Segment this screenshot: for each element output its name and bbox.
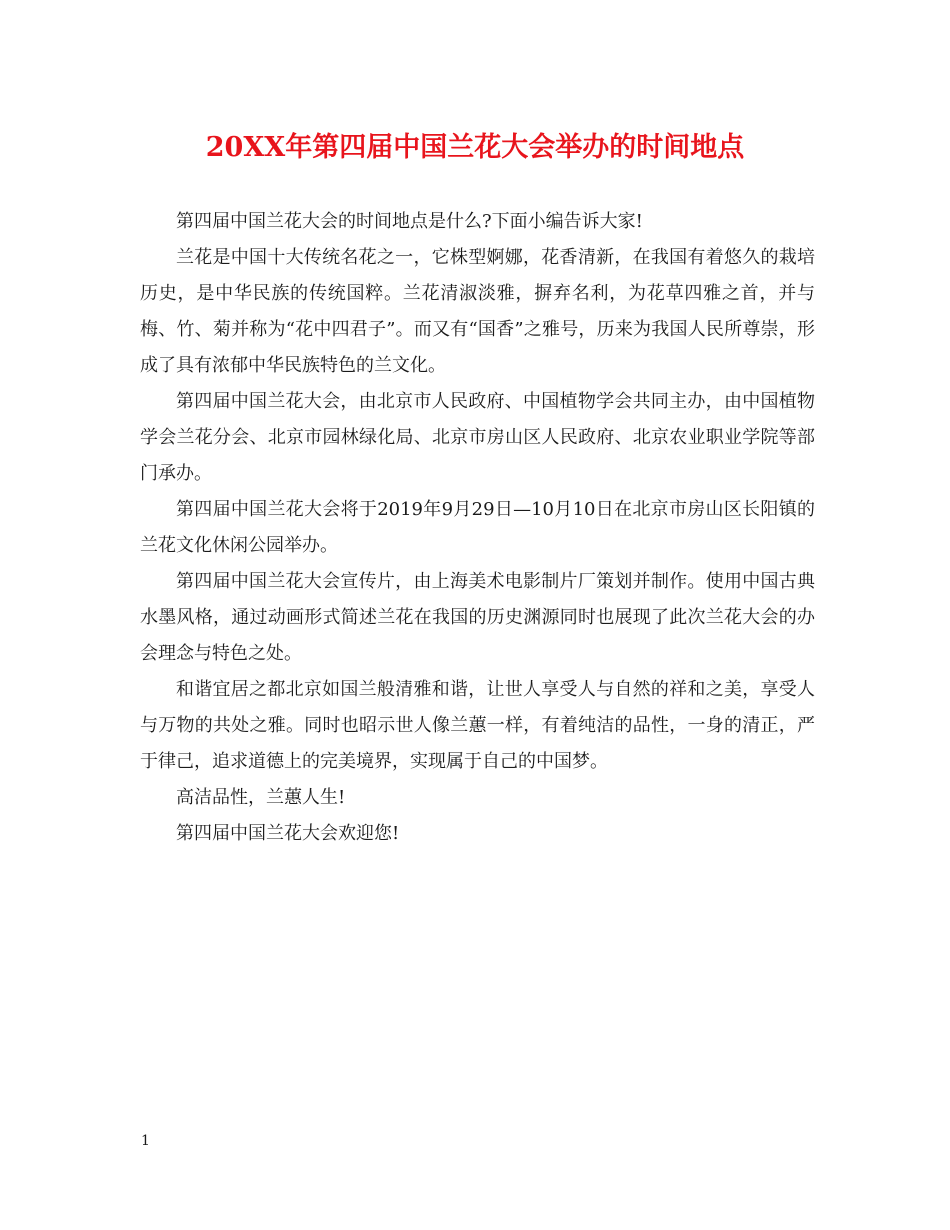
paragraph-time-place: 第四届中国兰花大会将于2019年9月29日—10月10日在北京市房山区长阳镇的兰花文化休闲公园举办。 <box>140 499 815 556</box>
paragraph-orchid-culture: 兰花是中国十大传统名花之一，它株型婀娜，花香清新，在我国有着悠久的栽培历史，是中华民族的传统国粹。兰花清淑淡雅，摒弃名利，为花草四雅之首，并与梅、竹、菊并称为“花中四君子”。而又有“国香”之雅号，历来为我国人民所尊崇，形成了具有浓郁中华民族特色的兰文化。 <box>140 247 815 376</box>
paragraph-promo-film: 第四届中国兰花大会宣传片，由上海美术电影制片厂策划并制作。使用中国古典水墨风格，通过动画形式简述兰花在我国的历史渊源同时也展现了此次兰花大会的办会理念与特色之处。 <box>140 571 815 664</box>
paragraph-welcome: 第四届中国兰花大会欢迎您! <box>176 823 400 844</box>
paragraph-slogan: 高洁品性，兰蕙人生! <box>176 787 346 808</box>
paragraph-harmony: 和谐宜居之都北京如国兰般清雅和谐，让世人享受人与自然的祥和之美，享受人与万物的共处之雅。同时也昭示世人像兰蕙一样，有着纯洁的品性，一身的清正，严于律己，追求道德上的完美境界，实现属于自己的中国梦。 <box>140 679 815 772</box>
page-number: 1 <box>141 1133 150 1149</box>
page-title: 20XX年第四届中国兰花大会举办的时间地点 <box>205 132 745 163</box>
paragraph-organizers: 第四届中国兰花大会，由北京市人民政府、中国植物学会共同主办，由中国植物学会兰花分会、北京市园林绿化局、北京市房山区人民政府、北京农业职业学院等部门承办。 <box>140 391 815 484</box>
paragraph-intro: 第四届中国兰花大会的时间地点是什么?下面小编告诉大家! <box>176 211 643 232</box>
document-body <box>140 204 815 852</box>
